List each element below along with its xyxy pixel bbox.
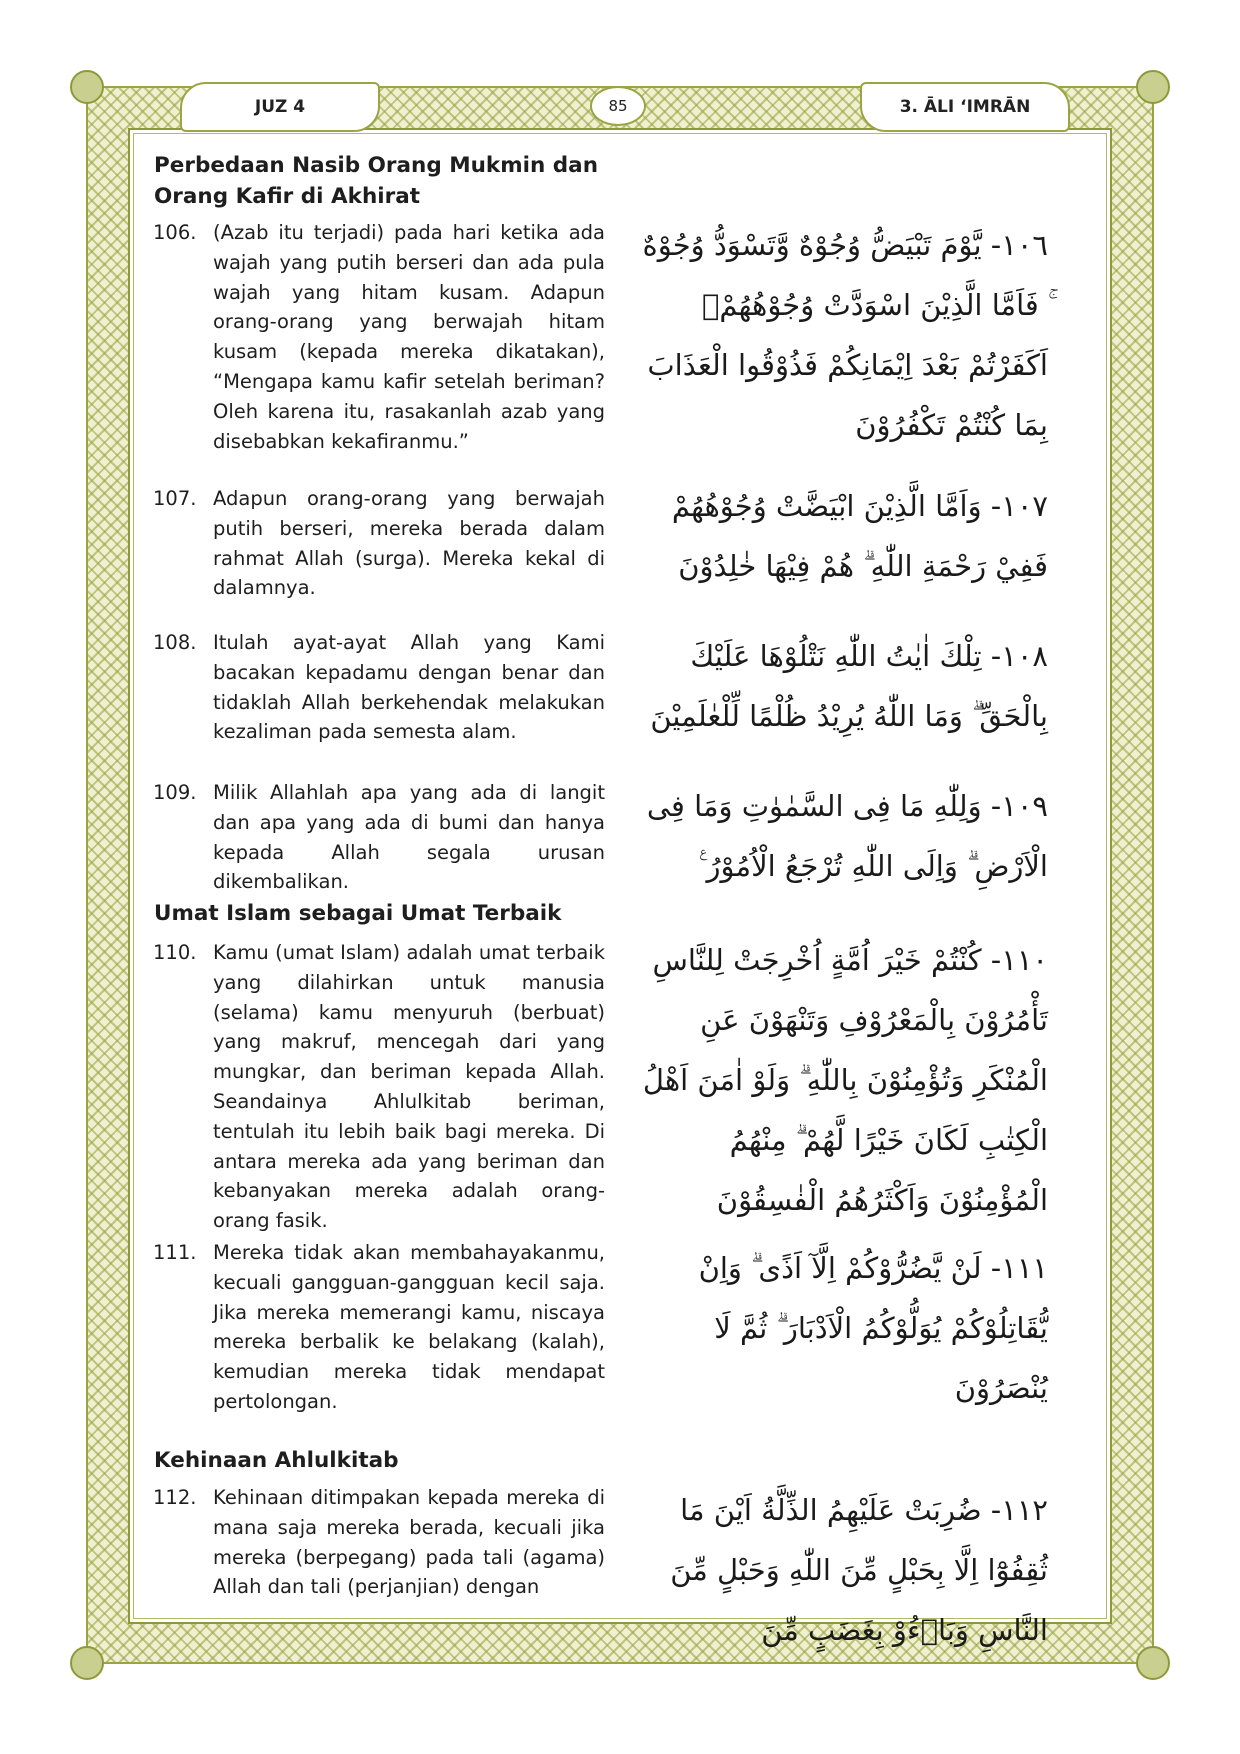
verse-translation: Mereka tidak akan membahayakanmu, kecuali gangguan-gangguan kecil saja. Jika mereka memerangi kamu, niscaya mereka berbalik ke belakang (kalah), kemudian mereka tidak mendapat pertolongan. [213, 1241, 605, 1413]
section-heading-3: Kehinaan Ahlulkitab [154, 1448, 399, 1473]
page-number: 85 [590, 86, 646, 126]
arabic-verse: ١١١- لَنْ يَّضُرُّوْكُمْ اِلَّآ اَذًى ۗ وَاِنْ يُّقَاتِلُوْكُمْ يُوَلُّوْكُمُ الْاَدْبَارَ ۗ ثُمَّ لَا يُنْصَرُوْنَ [698, 1251, 1048, 1405]
arabic-verse: ١١٠- كُنْتُمْ خَيْرَ اُمَّةٍ اُخْرِجَتْ لِلنَّاسِ تَأْمُرُوْنَ بِالْمَعْرُوْفِ وَتَنْهَوْنَ عَنِ الْمُنْكَرِ وَتُؤْمِنُوْنَ بِاللّٰهِ ۗ وَلَوْ اٰمَنَ اَهْلُ الْكِتٰبِ لَكَانَ خَيْرًا لَّهُمْ ۗ مِنْهُمُ الْمُؤْمِنُوْنَ وَاَكْثَرُهُمُ الْفٰسِقُوْنَ [642, 943, 1048, 1217]
arabic-verse: ١٠٩- وَلِلّٰهِ مَا فِى السَّمٰوٰتِ وَمَا فِى الْاَرْضِ ۗ وَاِلَى اللّٰهِ تُرْجَعُ الْاُمُوْرُ ࣖ [646, 789, 1048, 883]
corner-ornament-bottom-right [1136, 1646, 1170, 1680]
verse-number: 107. [153, 487, 197, 510]
verse-translation: Kamu (umat Islam) adalah umat terbaik yang dilahirkan untuk manusia (selama) kamu menyuruh (berbuat) yang makruf, mencegah dari yang mungkar, dan beriman kepada Allah. Seandainya Ahlulkitab beriman, tentulah itu lebih baik bagi mereka. Di antara mereka ada yang beriman dan kebanyakan mereka adalah orang-orang fasik. [213, 941, 605, 1233]
arabic-verse: ١١٢- ضُرِبَتْ عَلَيْهِمُ الذِّلَّةُ اَيْنَ مَا ثُقِفُوْٓا اِلَّا بِحَبْلٍ مِّنَ اللّٰهِ وَحَبْلٍ مِّنَ النَّاسِ وَبَاۤءُوْ بِغَضَبٍ مِّنَ [670, 1493, 1048, 1647]
verse-translation: Kehinaan ditimpakan kepada mereka di mana saja mereka berada, kecuali jika mereka (berpegang) pada tali (agama) Allah dan tali (perjanjian) dengan [213, 1486, 605, 1599]
arabic-verse: ١٠٧- وَاَمَّا الَّذِيْنَ ابْيَضَّتْ وُجُوْهُهُمْ فَفِيْ رَحْمَةِ اللّٰهِ ۗ هُمْ فِيْهَا خٰلِدُوْنَ [671, 489, 1048, 583]
juz-label: JUZ 4 [180, 82, 380, 132]
corner-ornament-top-left [70, 70, 104, 104]
verse-number: 110. [153, 941, 197, 964]
verse-number: 112. [153, 1486, 197, 1509]
arabic-verse: ١٠٨- تِلْكَ اٰيٰتُ اللّٰهِ نَتْلُوْهَا عَلَيْكَ بِالْحَقِّ ۗ وَمَا اللّٰهُ يُرِيْدُ ظُلْمًا لِّلْعٰلَمِيْنَ [650, 639, 1048, 733]
verse-translation: Milik Allahlah apa yang ada di langit dan apa yang ada di bumi dan hanya kepada Allah segala urusan dikembalikan. [213, 781, 605, 894]
section-heading-line: Orang Kafir di Akhirat [154, 184, 421, 209]
section-heading-1 [154, 150, 614, 212]
corner-ornament-top-right [1136, 70, 1170, 104]
arabic-verse: ١٠٦- يَّوْمَ تَبْيَضُّ وُجُوْهٌ وَّتَسْوَدُّ وُجُوْهٌ ۚ فَاَمَّا الَّذِيْنَ اسْوَدَّتْ وُجُوْهُهُمْۗ اَكَفَرْتُمْ بَعْدَ اِيْمَانِكُمْ فَذُوْقُوا الْعَذَابَ بِمَا كُنْتُمْ تَكْفُرُوْنَ [642, 228, 1048, 442]
verse-number: 109. [153, 781, 197, 804]
verse-translation: Itulah ayat-ayat Allah yang Kami bacakan kepadamu dengan benar dan tidaklah Allah berkehendak melakukan kezaliman pada semesta alam. [213, 631, 605, 744]
surah-label: 3. ĀLI ‘IMRĀN [860, 82, 1070, 132]
verse-number: 108. [153, 631, 197, 654]
verse-translation: (Azab itu terjadi) pada hari ketika ada wajah yang putih berseri dan ada pula wajah yang hitam kusam. Adapun orang-orang yang berwajah hitam kusam (kepada mereka dikatakan), “Mengapa kamu kafir setelah beriman? Oleh karena itu, rasakanlah azab yang disebabkan kekafiranmu.” [213, 221, 605, 453]
corner-ornament-bottom-left [70, 1646, 104, 1680]
section-heading-2: Umat Islam sebagai Umat Terbaik [154, 901, 562, 926]
verse-translation: Adapun orang-orang yang berwajah putih berseri, mereka berada dalam rahmat Allah (surga). Mereka kekal di dalamnya. [213, 487, 605, 600]
verse-number: 106. [153, 221, 197, 244]
verse-number: 111. [153, 1241, 197, 1264]
section-heading-line: Perbedaan Nasib Orang Mukmin dan [154, 153, 598, 178]
